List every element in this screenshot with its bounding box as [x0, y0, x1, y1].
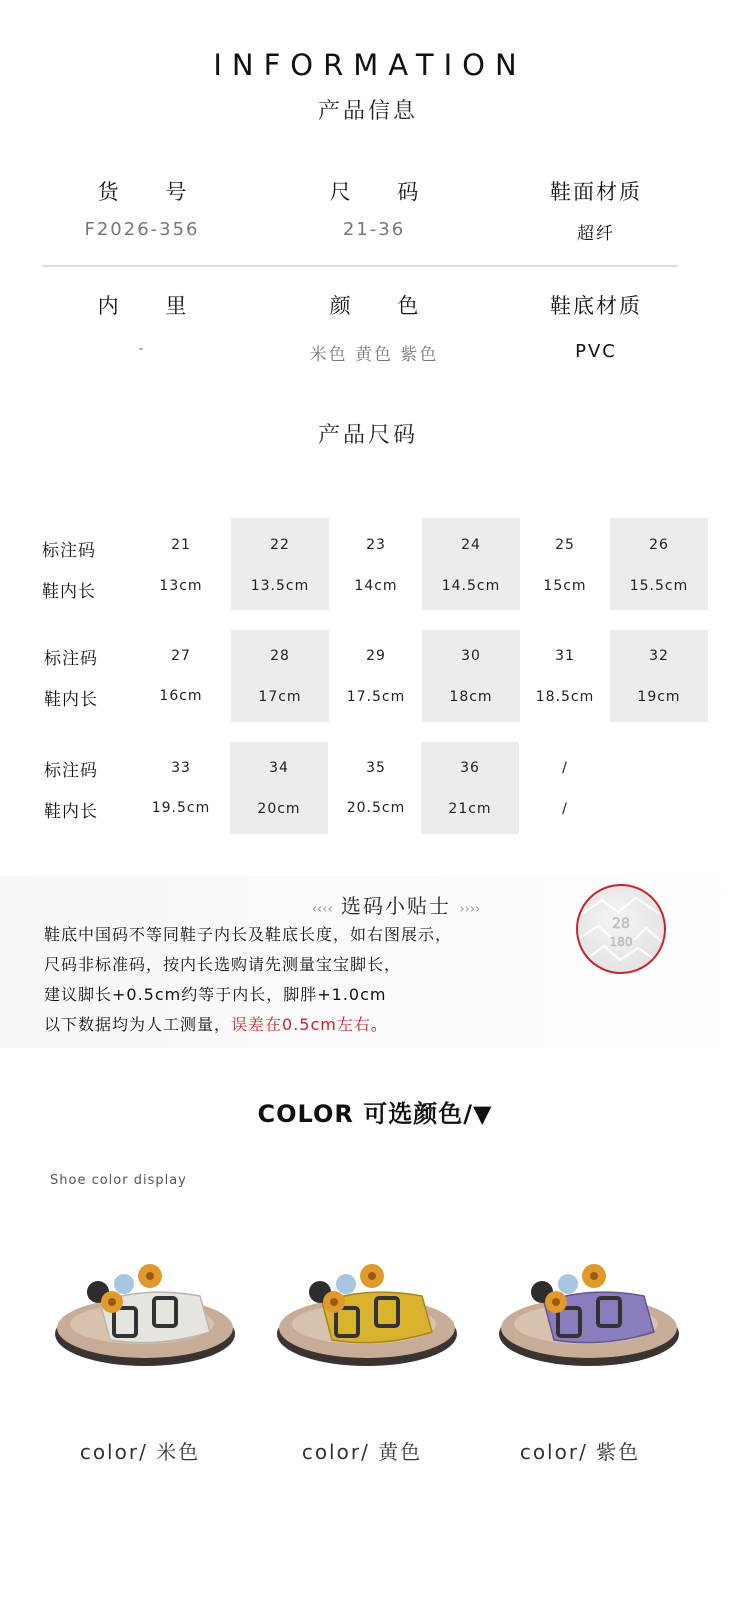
table-cell-size: 27 [171, 648, 191, 664]
size-cell-highlight [422, 518, 520, 610]
color-subtitle: Shoe color display [50, 1173, 187, 1188]
spec-upper-material-value: 超纤 [577, 224, 615, 244]
table-cell-length: 14.5cm [441, 578, 501, 594]
size-cell-highlight [230, 742, 328, 834]
table-cell-size: 28 [270, 648, 290, 664]
table-cell-length: 20.5cm [346, 800, 406, 816]
table-cell-size: 29 [366, 648, 386, 664]
table-cell-size: 32 [649, 648, 669, 664]
tip-line [44, 1012, 388, 1035]
size-cell-highlight [231, 630, 329, 722]
table-cell-length: 15cm [543, 578, 587, 594]
table-cell-size: 24 [461, 537, 481, 553]
spec-size-label: 尺 码 [329, 180, 439, 204]
tip-line: 尺码非标准码，按内长选购请先测量宝宝脚长， [44, 955, 402, 974]
size-cell-highlight [421, 742, 519, 834]
table-cell-length: 15.5cm [629, 578, 689, 594]
size-section-title: 产品尺码 [317, 423, 418, 448]
page-title: INFORMATION [213, 48, 527, 82]
row-label-length: 鞋内长 [44, 802, 98, 822]
table-cell-size: 33 [171, 760, 191, 776]
page-subtitle: 产品信息 [317, 99, 418, 124]
tips-deco-right: ›››› [459, 902, 481, 917]
spec-sole-material-value: PVC [575, 341, 617, 362]
sizing-tips-title [276, 890, 516, 919]
size-cell-highlight [610, 518, 708, 610]
table-cell-size: 31 [555, 648, 575, 664]
table-cell-length: 18cm [449, 689, 493, 705]
row-label-length: 鞋内长 [44, 690, 98, 710]
row-label-size: 标注码 [44, 761, 98, 781]
color-caption-purple: color/ 紫色 [519, 1440, 641, 1464]
sizing-tips-title-text: 选码小贴士 [341, 894, 451, 918]
table-cell-length: 16cm [159, 688, 203, 704]
tip-line: 建议脚长+0.5cm约等于内长，脚胖+1.0cm [44, 985, 387, 1004]
sole-length-mark: 180 [609, 935, 633, 949]
shoe-image-purple [494, 1236, 684, 1376]
table-cell-size: 23 [366, 537, 386, 553]
size-cell-highlight [231, 518, 329, 610]
table-cell-length: 14cm [354, 578, 398, 594]
table-cell-size: 36 [460, 760, 480, 776]
tips-deco-left: ‹‹‹‹ [311, 902, 333, 917]
tip-line-text: 以下数据均为人工测量， [44, 1015, 232, 1034]
row-label-length: 鞋内长 [42, 582, 96, 602]
table-cell-length: 13cm [159, 578, 203, 594]
spec-lining-label: 内 里 [97, 294, 207, 318]
spec-item-no-value: F2026-356 [84, 219, 200, 240]
table-cell-size: 34 [269, 760, 289, 776]
tip-line: 鞋底中国码不等同鞋子内长及鞋底长度，如右图展示， [44, 925, 453, 944]
table-cell-length: 17.5cm [346, 689, 406, 705]
size-cell-highlight [422, 630, 520, 722]
shoe-image-beige [50, 1236, 240, 1376]
sole-size-mark: 28 [612, 916, 630, 932]
spec-size-value: 21-36 [342, 219, 406, 240]
spec-divider [42, 265, 678, 267]
row-label-size: 标注码 [42, 541, 96, 561]
color-caption-yellow: color/ 黄色 [301, 1440, 423, 1464]
table-cell-length: 20cm [257, 801, 301, 817]
table-cell-length: 19cm [637, 689, 681, 705]
spec-upper-material-label: 鞋面材质 [550, 180, 642, 204]
sole-print-illustration [578, 886, 664, 972]
spec-item-no-label: 货 号 [97, 180, 207, 204]
table-cell-size: 26 [649, 537, 669, 553]
sole-print-image [576, 884, 666, 974]
spec-color-value: 米色 黄色 紫色 [309, 345, 439, 365]
table-cell-length: 19.5cm [151, 800, 211, 816]
spec-color-label: 颜 色 [329, 294, 439, 318]
table-cell-size: 21 [171, 537, 191, 553]
table-cell-size: 22 [270, 537, 290, 553]
table-cell-length: 17cm [258, 689, 302, 705]
table-cell-size: 25 [555, 537, 575, 553]
row-label-size: 标注码 [44, 649, 98, 669]
shoe-image-yellow [272, 1236, 462, 1376]
tip-line-end: 。 [370, 1015, 388, 1034]
tip-error-highlight: 误差在0.5cm左右 [231, 1015, 371, 1034]
table-cell-size: 35 [366, 760, 386, 776]
spec-sole-material-label: 鞋底材质 [550, 294, 642, 318]
table-cell-length: / [562, 801, 568, 817]
table-cell-size: / [562, 760, 568, 776]
spec-lining-value: - [138, 341, 146, 357]
table-cell-length: 21cm [448, 801, 492, 817]
color-caption-beige: color/ 米色 [79, 1440, 201, 1464]
table-cell-length: 13.5cm [250, 578, 310, 594]
size-cell-highlight [610, 630, 708, 722]
color-heading: COLOR 可选颜色/▼ [257, 1100, 493, 1128]
table-cell-length: 18.5cm [535, 689, 595, 705]
table-cell-size: 30 [461, 648, 481, 664]
